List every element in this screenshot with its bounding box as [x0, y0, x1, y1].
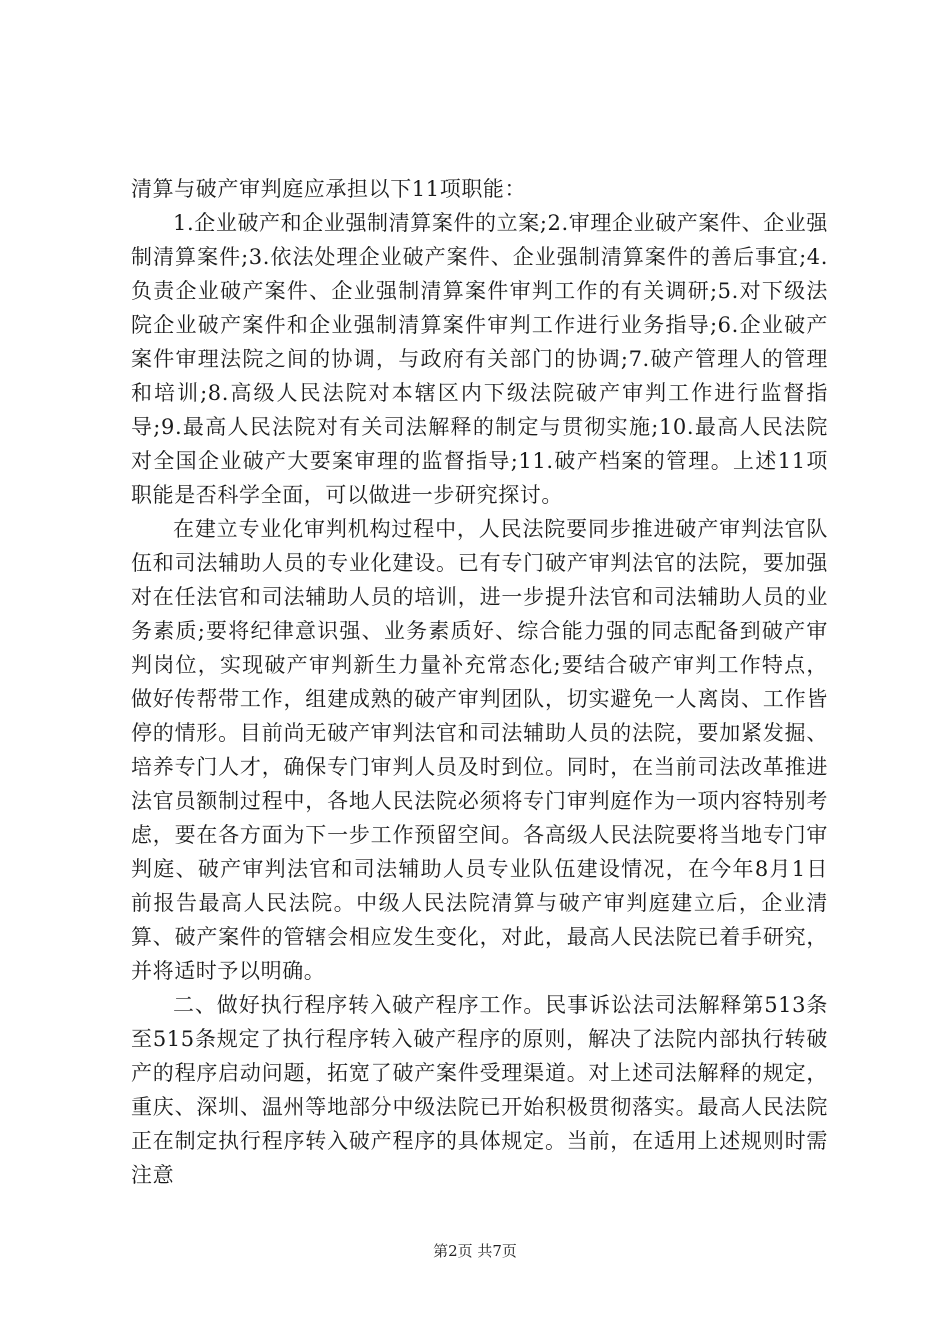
paragraph-continuation: 清算与破产审判庭应承担以下11项职能：	[131, 177, 527, 201]
page-number-footer: 第2页 共7页	[433, 1242, 517, 1260]
paragraph-duties-list: 1.企业破产和企业强制清算案件的立案;2.审理企业破产案件、企业强制清算案件;3.依法处理企业破产案件、企业强制清算案件的善后事宜;4.负责企业破产案件、企业强制清算案件审判工作的有关调研;5.对下级法院企业破产案件和企业强制清算案件审判工作进行业务指导;6.企业破产案件审理法院之间的协调，与政府有关部门的协调;7.破产管理人的管理和培训;8.高级人民法院对本辖区内下级法院破产审判工作进行监督指导;9.最高人民法院对有关司法解释的制定与贯彻实施;10.最高人民法院对全国企业破产大要案审理的监督指导;11.破产档案的管理。上述11项职能是否科学全面，可以做进一步研究探讨。	[131, 211, 828, 507]
document-body	[131, 172, 828, 1192]
paragraph-professional-team: 在建立专业化审判机构过程中，人民法院要同步推进破产审判法官队伍和司法辅助人员的专业化建设。已有专门破产审判法官的法院，要加强对在任法官和司法辅助人员的培训，进一步提升法官和司法辅助人员的业务素质;要将纪律意识强、业务素质好、综合能力强的同志配备到破产审判岗位，实现破产审判新生力量补充常态化;要结合破产审判工作特点，做好传帮带工作，组建成熟的破产审判团队，切实避免一人离岗、工作皆停的情形。目前尚无破产审判法官和司法辅助人员的法院，要加紧发掘、培养专门人才，确保专门审判人员及时到位。同时，在当前司法改革推进法官员额制过程中，各地人民法院必须将专门审判庭作为一项内容特别考虑，要在各方面为下一步工作预留空间。各高级人民法院要将当地专门审判庭、破产审判法官和司法辅助人员专业队伍建设情况，在今年8月1日前报告最高人民法院。中级人民法院清算与破产审判庭建立后，企业清算、破产案件的管辖会相应发生变化，对此，最高人民法院已着手研究，并将适时予以明确。	[131, 517, 828, 983]
paragraph-execution-to-bankruptcy: 二、做好执行程序转入破产程序工作。民事诉讼法司法解释第513条至515条规定了执行程序转入破产程序的原则，解决了法院内部执行转破产的程序启动问题，拓宽了破产案件受理渠道。对上述司法解释的规定，重庆、深圳、温州等地部分中级法院已开始积极贯彻落实。最高人民法院正在制定执行程序转入破产程序的具体规定。当前，在适用上述规则时需注意	[131, 993, 828, 1187]
